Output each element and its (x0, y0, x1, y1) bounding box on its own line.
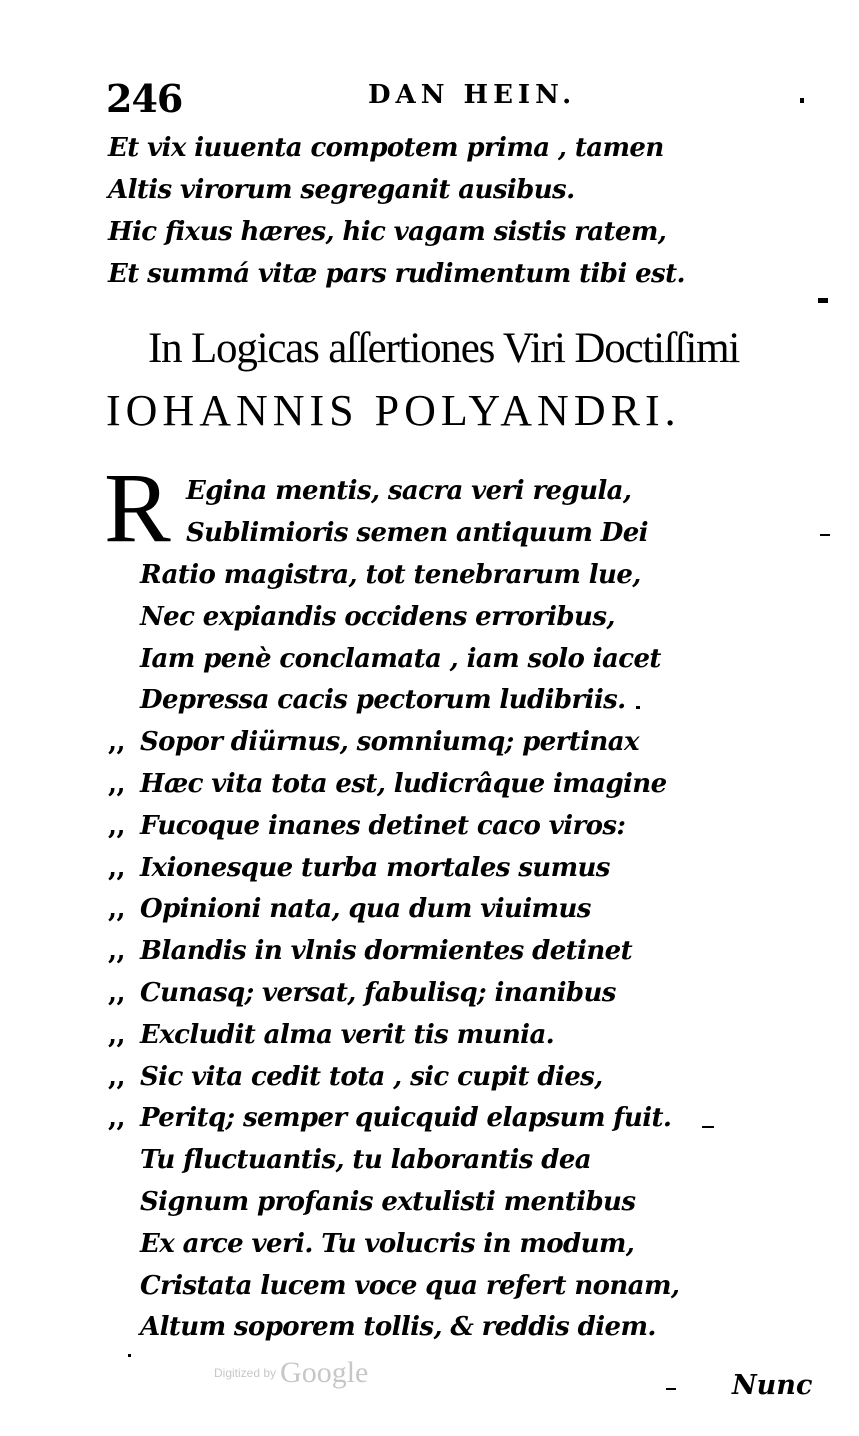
scan-speck (666, 1388, 676, 1390)
poem-line (108, 930, 679, 972)
poem-line-text: Excludit alma verit tis munia. (140, 1019, 555, 1050)
poem-line-text: Cunasq; versat, fabulisq; inanibus (140, 977, 616, 1008)
poem-line-text: Depressa cacis pectorum ludibriis. (140, 685, 626, 716)
poem-line-text: Ex arce veri. Tu volucris in modum, (140, 1228, 635, 1259)
verse-top (108, 127, 685, 295)
poem-line (108, 847, 679, 889)
poem-line-text: Ixionesque turba mortales sumus (140, 852, 610, 883)
section-heading-name: IOHANNIS POLYANDRI. (106, 386, 681, 435)
poem-line (108, 1265, 679, 1307)
quote-mark: ,, (108, 1061, 125, 1092)
quote-mark: ,, (108, 852, 125, 883)
poem-line (108, 1014, 679, 1056)
poem-line-text: Nec expiandis occidens erroribus, (140, 601, 615, 632)
poem-opening-lines (186, 470, 648, 554)
poem-line-text: Peritq; semper quicquid elapsum fuit. (140, 1103, 672, 1134)
poem-line-text: Sic vita cedit tota , sic cupit dies, (140, 1061, 603, 1092)
poem-line: Sublimioris semen antiquum Dei (186, 517, 648, 548)
poem-line (108, 888, 679, 930)
poem-line (108, 763, 679, 805)
poem-line: Egina mentis, sacra veri regula, (186, 476, 632, 506)
quote-mark: ,, (108, 1103, 125, 1134)
poem-line (108, 1306, 679, 1348)
quote-mark: ,, (108, 727, 125, 758)
quote-mark: ,, (108, 768, 125, 799)
poem-line (108, 1139, 679, 1181)
verse-line: Et summá vitæ pars rudimentum tibi est. (108, 259, 685, 289)
poem-line-text: Cristata lucem voce qua refert nonam, (140, 1270, 680, 1301)
page-header (106, 72, 626, 122)
quote-mark: ,, (108, 894, 125, 925)
drop-cap: R (104, 452, 171, 563)
scan-speck (128, 1354, 131, 1357)
poem-line (108, 1181, 679, 1223)
catchword: Nunc (732, 1370, 813, 1401)
poem-line (108, 638, 679, 680)
poem-line (108, 554, 679, 596)
poem-body (108, 554, 679, 1348)
verse-line: Et vix iuuenta compotem prima , tamen (108, 133, 664, 163)
poem-line (108, 805, 679, 847)
poem-line (108, 679, 679, 721)
poem-line-text: Ratio magistra, tot tenebrarum lue, (140, 560, 641, 590)
verse-line: Hic fixus hæres, hic vagam sistis ratem, (108, 217, 667, 247)
scan-speck (636, 706, 640, 709)
poem-line-text: Opinioni nata, qua dum viuimus (140, 894, 591, 925)
poem-line-text: Signum profanis extulisti mentibus (140, 1186, 636, 1217)
poem-line-text: Iam penè conclamata , iam solo iacet (140, 643, 661, 674)
poem-line-text: Altum soporem tollis, & reddis diem. (140, 1312, 656, 1343)
google-watermark (214, 1356, 368, 1390)
poem-line-text: Fucoque inanes detinet caco viros: (140, 810, 626, 841)
quote-mark: ,, (108, 977, 125, 1008)
poem-line (108, 596, 679, 638)
watermark-prefix: Digitized by (214, 1366, 277, 1380)
scan-speck (800, 98, 804, 103)
quote-mark: ,, (108, 936, 125, 967)
section-heading: In Logicas aſſertiones Viri Doctiſſimi (148, 325, 740, 372)
scan-speck (702, 1126, 714, 1128)
page-number: 246 (106, 76, 183, 121)
verse-line: Altis virorum segreganit ausibus. (108, 175, 575, 205)
poem-line (108, 721, 679, 763)
poem-line (108, 1097, 679, 1139)
poem-line-text: Blandis in vlnis dormientes detinet (140, 936, 632, 967)
watermark-brand: Google (280, 1356, 369, 1389)
poem-line-text: Sopor diürnus, somniumq; pertinax (140, 727, 639, 758)
running-head: DAN HEIN. (368, 80, 577, 110)
poem-line (108, 972, 679, 1014)
quote-mark: ,, (108, 810, 125, 841)
quote-mark: ,, (108, 1019, 125, 1050)
poem-line (108, 1223, 679, 1265)
poem-line-text: Hæc vita tota est, ludicrâque imagine (140, 768, 667, 799)
poem-line (108, 1056, 679, 1098)
scan-speck (818, 298, 828, 303)
scan-speck (820, 534, 830, 536)
poem-line-text: Tu fluctuantis, tu laborantis dea (140, 1145, 592, 1176)
